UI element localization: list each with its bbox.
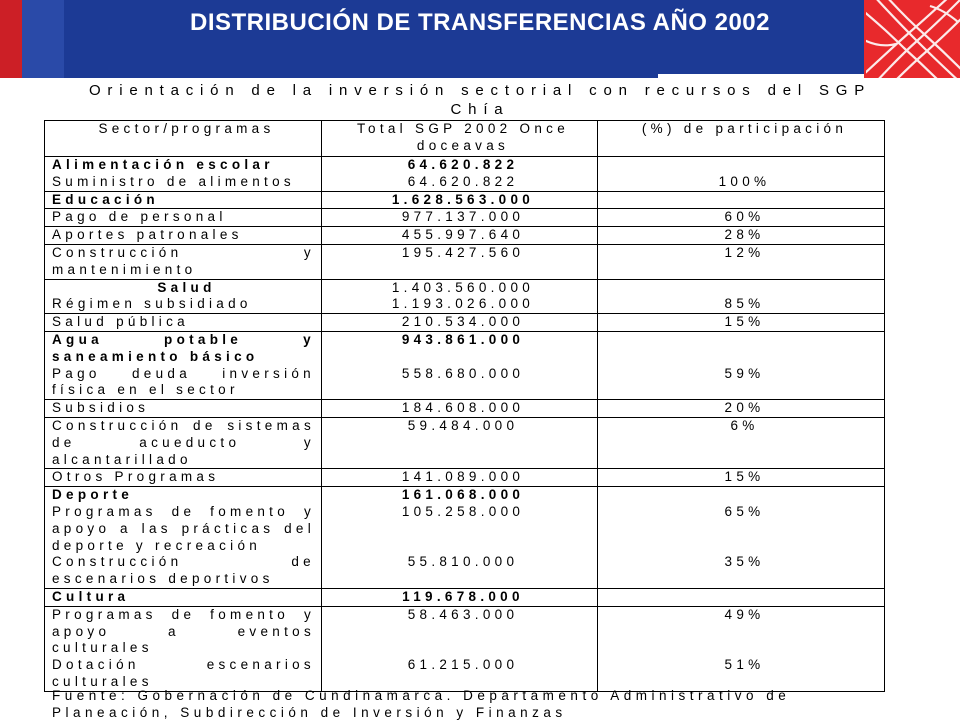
program-pct: 100%	[718, 173, 771, 189]
subtitle-line-1: Orientación de la inversión sectorial con recursos del SGP	[88, 82, 872, 99]
row-sector-cell	[45, 331, 322, 399]
table-row	[45, 191, 885, 209]
program-pct: 6%	[598, 417, 885, 468]
program-label: Subsidios	[45, 400, 322, 418]
program-label: Régimen subsidiado	[52, 296, 252, 312]
subtitle-line-2: Chía	[450, 101, 510, 118]
program-total: 64.620.822	[407, 173, 519, 189]
sector-total: 161.068.000	[401, 487, 525, 503]
row-pct-cell	[598, 331, 885, 399]
banner-underline	[658, 74, 864, 78]
program-label: Salud pública	[45, 314, 322, 332]
row-total-cell	[322, 157, 598, 192]
program-total: 977.137.000	[322, 209, 598, 227]
table-row	[45, 331, 885, 399]
program-label: Construcción de	[52, 554, 315, 570]
program-pct: 15%	[598, 314, 885, 332]
sector-total: 119.678.000	[322, 588, 598, 606]
program-pct: 15%	[598, 469, 885, 487]
table-row	[45, 417, 885, 468]
sector-label: Cultura	[45, 588, 322, 606]
program-total: 184.608.000	[322, 400, 598, 418]
program-pct: 28%	[598, 227, 885, 245]
program-label: Construcción de sistemas	[52, 417, 315, 433]
program-total: 59.484.000	[322, 417, 598, 468]
table-row	[45, 487, 885, 589]
row-sector-cell	[45, 279, 322, 314]
program-label: Programas de fomento y	[52, 606, 315, 622]
table-row	[45, 606, 885, 691]
row-sector-cell	[45, 157, 322, 192]
program-total: 558.680.000	[401, 365, 525, 381]
sector-label: Agua potable y	[52, 331, 315, 347]
program-label: Pago deuda inversión	[52, 365, 315, 381]
program-label: Aportes patronales	[45, 227, 322, 245]
sector-label: saneamiento básico	[52, 348, 259, 364]
program-total: 55.810.000	[407, 554, 519, 570]
row-pct-cell	[598, 157, 885, 192]
program-label: de acueducto y	[52, 434, 315, 450]
distribution-table	[44, 120, 885, 692]
table-row	[45, 244, 885, 279]
program-total: 455.997.640	[322, 227, 598, 245]
program-label: deporte y recreación	[52, 537, 262, 553]
program-label: Pago de personal	[45, 209, 322, 227]
program-total: 58.463.000	[407, 606, 519, 622]
header-banner	[0, 0, 960, 78]
program-total: 210.534.000	[322, 314, 598, 332]
row-pct-cell	[598, 487, 885, 589]
program-label: mantenimiento	[52, 261, 197, 277]
program-total: 61.215.000	[407, 657, 519, 673]
program-pct: 59%	[724, 365, 765, 381]
program-label: Suministro de alimentos	[52, 173, 295, 189]
table-row	[45, 469, 885, 487]
program-total: 1.193.026.000	[391, 296, 535, 312]
table-row	[45, 227, 885, 245]
program-label: apoyo a eventos	[52, 623, 315, 639]
table-row	[45, 209, 885, 227]
table-row	[45, 279, 885, 314]
header-sector: Sector/programas	[45, 121, 322, 157]
table-row	[45, 588, 885, 606]
program-label: Programas de fomento y	[52, 503, 315, 519]
row-sector-cell	[45, 244, 322, 279]
program-pct: 51%	[724, 657, 765, 673]
sector-total: 64.620.822	[407, 157, 519, 172]
header-pct: (%) de participación	[598, 121, 885, 157]
row-sector-cell	[45, 487, 322, 589]
sector-label: Alimentación escolar	[52, 157, 274, 172]
sector-total: 943.861.000	[401, 331, 525, 347]
program-pct: 20%	[598, 400, 885, 418]
program-total: 105.258.000	[401, 503, 525, 519]
program-pct: 35%	[724, 554, 765, 570]
row-total-cell	[322, 279, 598, 314]
program-label: escenarios deportivos	[52, 571, 274, 587]
sector-label: Educación	[45, 191, 322, 209]
sector-label: Deporte	[52, 487, 134, 503]
program-label: alcantarillado	[52, 451, 192, 467]
table-row	[45, 157, 885, 192]
table-header-row	[45, 121, 885, 157]
program-pct: 65%	[724, 503, 765, 519]
program-label: Dotación escenarios	[52, 657, 315, 673]
row-sector-cell	[45, 417, 322, 468]
brand-logo-icon	[866, 0, 960, 78]
source-line-2: Planeación, Subdirección de Inversión y Finanzas	[52, 705, 567, 720]
row-total-cell	[322, 606, 598, 691]
program-pct: 60%	[598, 209, 885, 227]
row-sector-cell	[45, 606, 322, 691]
row-pct-cell	[598, 588, 885, 606]
sector-label: Salud	[157, 279, 216, 295]
program-pct: 49%	[724, 606, 765, 622]
source-line-1: Fuente: Gobernación de Cundinamarca. Departamento Administrativo de	[52, 688, 791, 703]
sector-total: 1.628.563.000	[322, 191, 598, 209]
program-label: Otros Programas	[45, 469, 322, 487]
page-title: DISTRIBUCIÓN DE TRANSFERENCIAS AÑO 2002	[189, 9, 771, 36]
row-total-cell	[322, 487, 598, 589]
row-pct-cell	[598, 279, 885, 314]
program-pct: 12%	[598, 244, 885, 279]
program-total: 195.427.560	[322, 244, 598, 279]
banner-left-band	[22, 0, 64, 78]
row-total-cell	[322, 331, 598, 399]
program-label: culturales	[52, 640, 153, 656]
header-total: Total SGP 2002 Once doceavas	[322, 121, 598, 157]
row-pct-cell	[598, 191, 885, 209]
table-row	[45, 314, 885, 332]
banner-left-stripe	[0, 0, 22, 78]
sector-total: 1.403.560.000	[391, 279, 535, 295]
program-label: apoyo a las prácticas del	[52, 520, 315, 536]
program-label: física en el sector	[52, 382, 239, 398]
program-pct: 85%	[724, 296, 765, 312]
program-label: culturales	[52, 673, 153, 689]
source-note	[52, 687, 932, 721]
table-row	[45, 400, 885, 418]
program-total: 141.089.000	[322, 469, 598, 487]
program-label: Construcción y	[52, 244, 315, 260]
row-pct-cell	[598, 606, 885, 691]
